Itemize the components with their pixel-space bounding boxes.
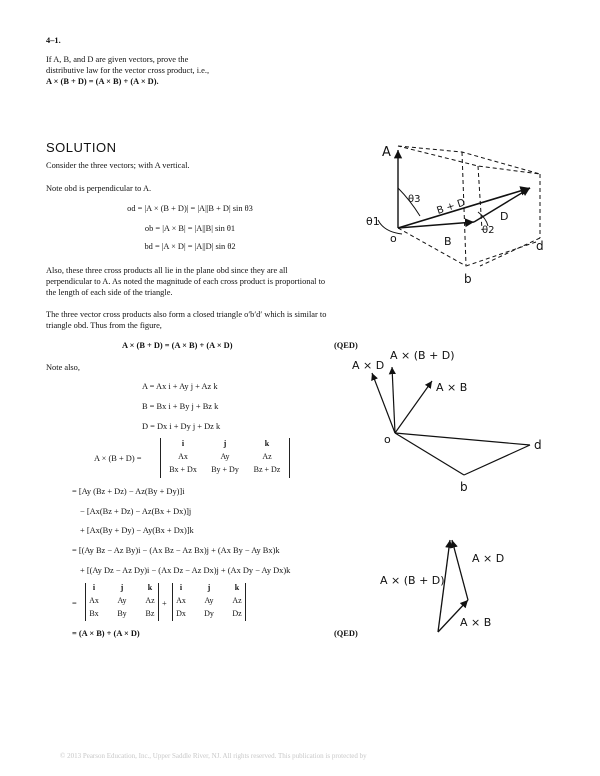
det-cell: By bbox=[117, 609, 127, 618]
equation-od: od = |A × (B + D)| = |A||B + D| sin θ3 bbox=[127, 204, 253, 213]
problem-line-3: A × (B + D) = (A × B) + (A × D). bbox=[46, 77, 159, 86]
label-a: A bbox=[382, 145, 391, 160]
determinant-left bbox=[85, 583, 159, 621]
det-cell: By + Dy bbox=[211, 465, 239, 474]
det-cell: Ax bbox=[178, 452, 188, 461]
label-a-cross-b: A × B bbox=[436, 381, 468, 394]
expansion-line-5: + [(Ay Dz − Az Dy)i − (Ax Dz − Az Dx)j + (Ax Dy − Ay Dx)k bbox=[80, 566, 291, 575]
problem-line-1: If A, B, and D are given vectors, prove the bbox=[46, 55, 189, 64]
det-cell: Az bbox=[232, 596, 242, 605]
triangle-d-arrow bbox=[452, 540, 468, 600]
expansion-line-3: + [Ax(By + Dy) − Ay(Bx + Dx)]k bbox=[80, 526, 194, 535]
equation-ob: ob = |A × B| = |A||B| sin θ1 bbox=[144, 224, 236, 233]
figure-vector-triangle bbox=[380, 520, 550, 650]
paragraph-three-1: The three vector cross products also form a closed triangle o′b′d′ which is similar to bbox=[46, 310, 327, 319]
solution-intro: Consider the three vectors; with A vertical. bbox=[46, 161, 190, 170]
label-d-point: d bbox=[536, 239, 544, 253]
det-cell: k bbox=[147, 583, 153, 592]
determinant-matrix bbox=[160, 438, 290, 478]
problem-number: 4–1. bbox=[46, 36, 61, 45]
expansion-line-4: = [(Ay Bz − Az By)i − (Ax Bz − Az Bx)j + (Ax By − Ay Bx)k bbox=[72, 546, 280, 555]
equation-D: D = Dx i + Dy j + Dz k bbox=[142, 422, 221, 431]
paragraph-three-2: triangle obd. Thus from the figure, bbox=[46, 321, 162, 330]
det-cell: k bbox=[264, 439, 270, 448]
paragraph-also-2: perpendicular to A. As noted the magnitude of each cross product is proportional to bbox=[46, 277, 326, 286]
det-cell: j bbox=[223, 439, 227, 448]
det2-equals: = bbox=[72, 599, 77, 608]
solution-heading: SOLUTION bbox=[46, 140, 117, 155]
det-cell: i bbox=[179, 583, 183, 592]
label-b-vec: B bbox=[444, 235, 452, 248]
label-a-cross-bd: A × (B + D) bbox=[390, 349, 455, 362]
det-cell: Dz bbox=[232, 609, 242, 618]
cross-a-d-arrow bbox=[372, 373, 395, 433]
triangle-od bbox=[395, 433, 530, 445]
expansion-line-2: − [Ax(Bz + Dz) − Az(Bx + Dx)]j bbox=[80, 507, 192, 516]
label-a-cross-b3: A × B bbox=[460, 616, 492, 629]
det-cell: Ay bbox=[117, 596, 127, 605]
label-theta2: θ2 bbox=[482, 225, 495, 236]
label-d2: d bbox=[534, 438, 542, 452]
final-equation: = (A × B) + (A × D) bbox=[72, 629, 140, 638]
det-cell: j bbox=[207, 583, 211, 592]
det-cell: Az bbox=[145, 596, 155, 605]
figure-cross-products bbox=[350, 345, 560, 495]
label-d-vec: D bbox=[500, 210, 509, 223]
label-a-cross-d3: A × D bbox=[472, 552, 505, 565]
label-theta1: θ1 bbox=[366, 215, 380, 228]
determinant-label: A × (B + D) = bbox=[94, 454, 142, 463]
label-o: o bbox=[390, 232, 397, 245]
problem-line-2: distributive law for the vector cross product, i.e., bbox=[46, 66, 210, 75]
note-also: Note also, bbox=[46, 363, 80, 372]
det-cell: i bbox=[92, 583, 96, 592]
paragraph-also-3: the length of each side of the triangle. bbox=[46, 288, 173, 297]
label-b-plus-d: B + D bbox=[435, 197, 467, 217]
equation-bd: bd = |A × D| = |A||D| sin θ2 bbox=[144, 242, 236, 251]
det-cell: Bz bbox=[145, 609, 155, 618]
footer-copyright: © 2013 Pearson Education, Inc., Upper Saddle River, NJ. All rights reserved. This publication is protected by bbox=[60, 752, 367, 760]
triangle-bd bbox=[464, 445, 530, 475]
label-a-cross-d: A × D bbox=[352, 359, 385, 372]
triangle-ob bbox=[395, 433, 464, 475]
cross-a-b-arrow bbox=[395, 381, 432, 433]
determinant-right bbox=[172, 583, 246, 621]
label-b2: b bbox=[460, 480, 468, 494]
det-cell: Bx + Dx bbox=[169, 465, 197, 474]
figure-vector-box bbox=[360, 130, 560, 290]
det-cell: Dy bbox=[204, 609, 214, 618]
label-a-cross-bd3: A × (B + D) bbox=[380, 574, 445, 587]
det-cell: Bx bbox=[89, 609, 99, 618]
det-cell: Bz + Dz bbox=[253, 465, 281, 474]
label-o2: o bbox=[384, 433, 391, 446]
det-cell: Ay bbox=[220, 452, 230, 461]
note-obd: Note obd is perpendicular to A. bbox=[46, 184, 152, 193]
cross-a-bd-arrow bbox=[392, 367, 395, 433]
expansion-line-1: = [Ay (Bz + Dz) − Az(By + Dy)]i bbox=[72, 487, 185, 496]
det-cell: Az bbox=[262, 452, 272, 461]
det-cell: i bbox=[181, 439, 185, 448]
label-theta3: θ3 bbox=[408, 194, 421, 205]
final-qed: (QED) bbox=[334, 629, 358, 638]
det-cell: j bbox=[120, 583, 124, 592]
det-cell: Dx bbox=[176, 609, 186, 618]
det2-plus: + bbox=[162, 599, 167, 608]
det-cell: Ay bbox=[204, 596, 214, 605]
qed-label: (QED) bbox=[334, 341, 358, 350]
equation-B: B = Bx i + By j + Bz k bbox=[142, 402, 219, 411]
det-cell: Ax bbox=[89, 596, 99, 605]
label-b-point: b bbox=[464, 272, 472, 286]
equation-A: A = Ax i + Ay j + Az k bbox=[142, 382, 218, 391]
paragraph-also-1: Also, these three cross products all lie in the plane obd since they are all bbox=[46, 266, 288, 275]
det-cell: k bbox=[234, 583, 240, 592]
main-equation: A × (B + D) = (A × B) + (A × D) bbox=[122, 341, 233, 350]
det-cell: Ax bbox=[176, 596, 186, 605]
